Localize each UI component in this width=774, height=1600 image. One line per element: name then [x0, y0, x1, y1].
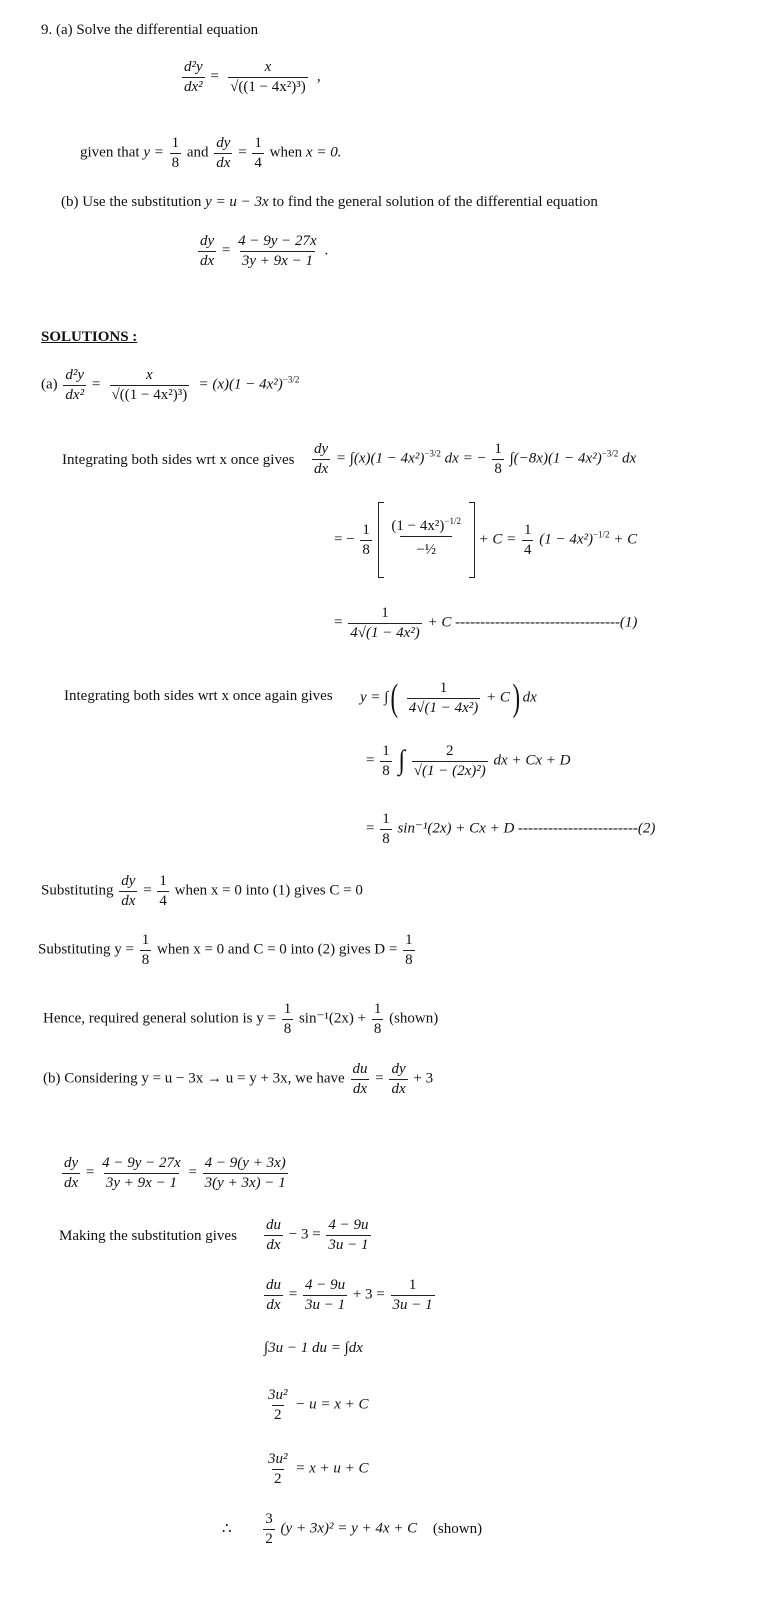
part-b-final: ∴ $\frac{3}{2}$ (y + 3x)² = y + 4x + C (shown): [222, 1511, 483, 1547]
solutions-heading: SOLUTIONS :: [41, 329, 138, 345]
solution-step4: y = ∫( $\frac{1}{\text{4√(1 − 4x²)}}$ + C) dx: [360, 677, 537, 719]
solution-step3: = $\frac{1}{\text{4√(1 − 4x²)}}$ + C ---------------------------------(1): [334, 605, 638, 641]
solution-integral-line: $\frac{dy}{dx}$ = $\int(x)(1 - 4x^2)^{-3/2}$ dx = − $\frac{1}{8}$ $\int(-8x)(1 - 4x^2)^{-3/2}$ dx: [314, 441, 637, 477]
question-part-b-intro: (b) Use the substitution y = u − 3x to find the general solution of the differential equation: [61, 194, 598, 210]
right-bracket: [469, 502, 475, 578]
question-part-b-equation: $\frac{dy}{dx}$ = $\frac{4 - 9y - 27x}{3y + 9x - 1}$ .: [200, 233, 329, 269]
part-b-considering: (b) Considering y = u − 3x → u = y + 3x, we have $\frac{du}{dx}$ = $\frac{dy}{dx}$ + 3: [43, 1061, 434, 1097]
integrating-again-label: Integrating both sides wrt x once again gives: [64, 688, 333, 704]
general-solution: Hence, required general solution is y = $\frac{1}{8}$ sin⁻¹(2x) + $\frac{1}{8}$ (shown): [43, 1001, 439, 1037]
question-main-equation: $\frac{\text{d²y}}{\text{dx²}}$ = $\frac{x}{\text{√((1 − 4x²)³)}}$ ,: [184, 59, 321, 95]
making-substitution-label: Making the substitution gives: [59, 1228, 237, 1244]
part-b-line1: $\frac{dy}{dx}$ = $\frac{4 - 9y - 27x}{3y + 9x - 1}$ = $\frac{4 - 9(y + 3x)}{3(y + 3x) - 1}$: [64, 1155, 286, 1191]
solution-step2: = − $\frac{1}{8}$ $\frac{(1 - 4x^2)^{-1/2}}{\text{−½}}$ + C = $\frac{1}{4}$ $(1 - 4x^2)^{-1/2} + C$: [334, 502, 637, 578]
part-b-step2: $\frac{du}{dx}$ = $\frac{4 - 9u}{3u - 1}$ + 3 = $\frac{1}{3u - 1}$: [266, 1277, 433, 1313]
substitution-c: Substituting $\frac{dy}{dx}$ = $\frac{1}{4}$ when x = 0 into (1) gives C = 0: [41, 873, 363, 909]
question-part-a-intro: 9. (a) Solve the differential equation: [41, 22, 259, 38]
solution-step5: = $\frac{1}{8}$ ∫ $\frac{2}{\text{√(1 − (2x)²)}}$ dx + Cx + D: [366, 743, 571, 779]
part-b-step3: ∫3u − 1 du = ∫dx: [264, 1340, 363, 1356]
integrating-once-label: Integrating both sides wrt x once gives: [62, 452, 295, 468]
part-b-step1: $\frac{du}{dx}$ − 3 = $\frac{4 - 9u}{3u - 1}$: [266, 1217, 369, 1253]
solution-a-line1: (a) $\frac{\text{d²y}}{\text{dx²}}$ = $\frac{x}{\text{√((1 − 4x²)³)}}$ = $(x)(1 - 4x^2)^{-3/2}$: [41, 367, 300, 403]
part-b-step4: $\frac{\text{3u²}}{2}$ − u = x + C: [268, 1387, 369, 1423]
question-initial-conditions: given that y = $\frac{1}{8}$ and $\frac{dy}{dx}$ = $\frac{1}{4}$ when x = 0.: [80, 135, 342, 171]
solution-step6: = $\frac{1}{8}$ sin⁻¹(2x) + Cx + D ------------------------(2): [366, 811, 656, 847]
substitution-d: Substituting y = $\frac{1}{8}$ when x = 0 and C = 0 into (2) gives D = $\frac{1}{8}$: [38, 932, 413, 968]
part-b-step5: $\frac{\text{3u²}}{2}$ = x + u + C: [268, 1451, 369, 1487]
left-bracket: [378, 502, 384, 578]
